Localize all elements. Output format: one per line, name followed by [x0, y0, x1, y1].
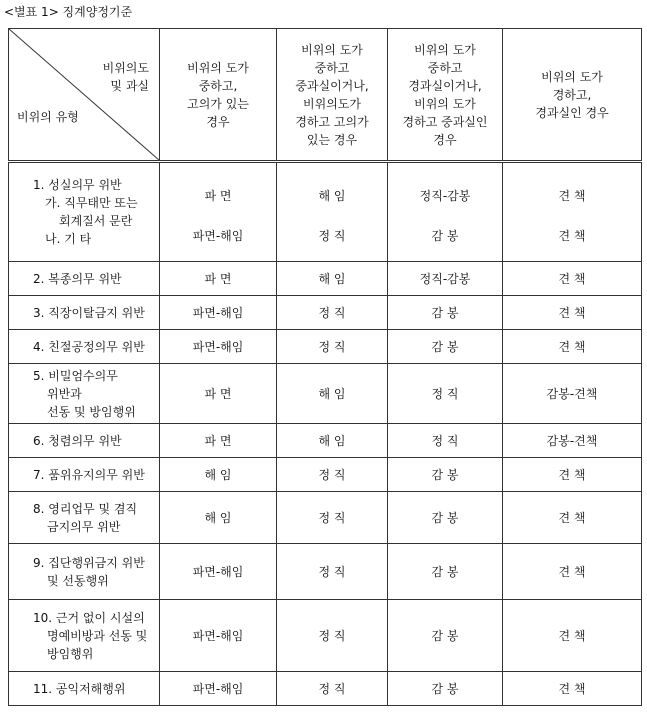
row-penalty-col-2: 정 직 [277, 492, 388, 544]
header-col-2: 비위의 도가 중하고 중과실이거나, 비위의도가 경하고 고의가 있는 경우 [277, 29, 388, 162]
row-penalty-col-1: 파 면 [160, 262, 277, 296]
header-col-3: 비위의 도가 중하고 경과실이거나, 비위의 도가 경하고 중과실인 경우 [388, 29, 503, 162]
row-penalty-col-4: 견 책 [503, 330, 642, 364]
row-penalty-col-2: 정 직 [277, 672, 388, 706]
header-diagonal-cell [9, 29, 160, 162]
row-penalty-col-1: 파면-해임 [160, 330, 277, 364]
table-row [9, 600, 642, 672]
row-penalty-col-1: 파 면 [160, 364, 277, 424]
table-caption: <별표 1> 징계양정기준 [4, 5, 133, 19]
row-penalty-col-4: 감봉-견책 [503, 424, 642, 458]
row-penalty-col-3: 감 봉 [388, 296, 503, 330]
row-type-cell: 9. 집단행위금지 위반 및 선동행위 [9, 544, 160, 600]
row-penalty-col-2: 정 직 [277, 296, 388, 330]
row-penalty-col-3: 정직-감봉 감 봉 [388, 162, 503, 262]
row-penalty-col-3: 감 봉 [388, 492, 503, 544]
table-row [9, 364, 642, 424]
row-penalty-col-2: 해 임 [277, 424, 388, 458]
row-type-cell: 5. 비밀엄수의무 위반과 선동 및 방임행위 [9, 364, 160, 424]
header-type-label: 비위의 유형 [17, 110, 79, 124]
discipline-table [8, 28, 642, 706]
row-penalty-col-2: 해 임 [277, 262, 388, 296]
table-row [9, 544, 642, 600]
header-col-1: 비위의 도가 중하고, 고의가 있는 경우 [160, 29, 277, 162]
row-penalty-col-4: 견 책 [503, 600, 642, 672]
row-penalty-col-3: 감 봉 [388, 458, 503, 492]
row-penalty-col-1: 해 임 [160, 492, 277, 544]
row-penalty-col-4: 견 책 [503, 672, 642, 706]
row-type-cell: 4. 친절공정의무 위반 [9, 330, 160, 364]
table-row [9, 672, 642, 706]
row-penalty-col-2: 정 직 [277, 458, 388, 492]
row-type-cell: 10. 근거 없이 시설의 명예비방과 선동 및 방임행위 [9, 600, 160, 672]
header-intent-label: 비위의도 및 과실 [102, 61, 149, 93]
row-penalty-col-1: 파면-해임 [160, 600, 277, 672]
row-penalty-col-1: 파 면 [160, 424, 277, 458]
table-row [9, 492, 642, 544]
row-penalty-col-3: 정직-감봉 [388, 262, 503, 296]
row-penalty-col-1: 파 면 파면-해임 [160, 162, 277, 262]
row-penalty-col-4: 감봉-견책 [503, 364, 642, 424]
row-penalty-col-3: 정 직 [388, 364, 503, 424]
row-type-cell: 3. 직장이탈금지 위반 [9, 296, 160, 330]
row-penalty-col-2: 정 직 [277, 600, 388, 672]
row-penalty-col-2: 해 임 정 직 [277, 162, 388, 262]
row-penalty-col-4: 견 책 [503, 296, 642, 330]
row-penalty-col-1: 파면-해임 [160, 544, 277, 600]
row-penalty-col-1: 해 임 [160, 458, 277, 492]
row-penalty-col-3: 감 봉 [388, 672, 503, 706]
table-row [9, 162, 642, 262]
row-penalty-col-3: 감 봉 [388, 600, 503, 672]
header-col-4: 비위의 도가 경하고, 경과실인 경우 [503, 29, 642, 162]
table-row [9, 424, 642, 458]
row-penalty-col-4: 견 책 [503, 458, 642, 492]
row-penalty-col-4: 견 책 [503, 262, 642, 296]
row-penalty-col-3: 감 봉 [388, 544, 503, 600]
row-penalty-col-2: 정 직 [277, 330, 388, 364]
row-type-cell: 8. 영리업무 및 겸직 금지의무 위반 [9, 492, 160, 544]
table-row [9, 296, 642, 330]
row-penalty-col-1: 파면-해임 [160, 672, 277, 706]
row-penalty-col-3: 정 직 [388, 424, 503, 458]
row-penalty-col-4: 견 책 [503, 492, 642, 544]
row-type-cell: 11. 공익저해행위 [9, 672, 160, 706]
table-row [9, 262, 642, 296]
row-penalty-col-3: 감 봉 [388, 330, 503, 364]
row-type-cell: 7. 품위유지의무 위반 [9, 458, 160, 492]
row-type-cell: 1. 성실의무 위반 가. 직무태만 또는 회계질서 문란 나. 기 타 [9, 162, 160, 262]
row-type-cell: 2. 복종의무 위반 [9, 262, 160, 296]
table-row [9, 458, 642, 492]
row-penalty-col-4: 견 책 견 책 [503, 162, 642, 262]
table-row [9, 330, 642, 364]
row-penalty-col-2: 해 임 [277, 364, 388, 424]
row-type-cell: 6. 청렴의무 위반 [9, 424, 160, 458]
row-penalty-col-4: 견 책 [503, 544, 642, 600]
row-penalty-col-1: 파면-해임 [160, 296, 277, 330]
header-row [9, 29, 642, 162]
row-penalty-col-2: 정 직 [277, 544, 388, 600]
